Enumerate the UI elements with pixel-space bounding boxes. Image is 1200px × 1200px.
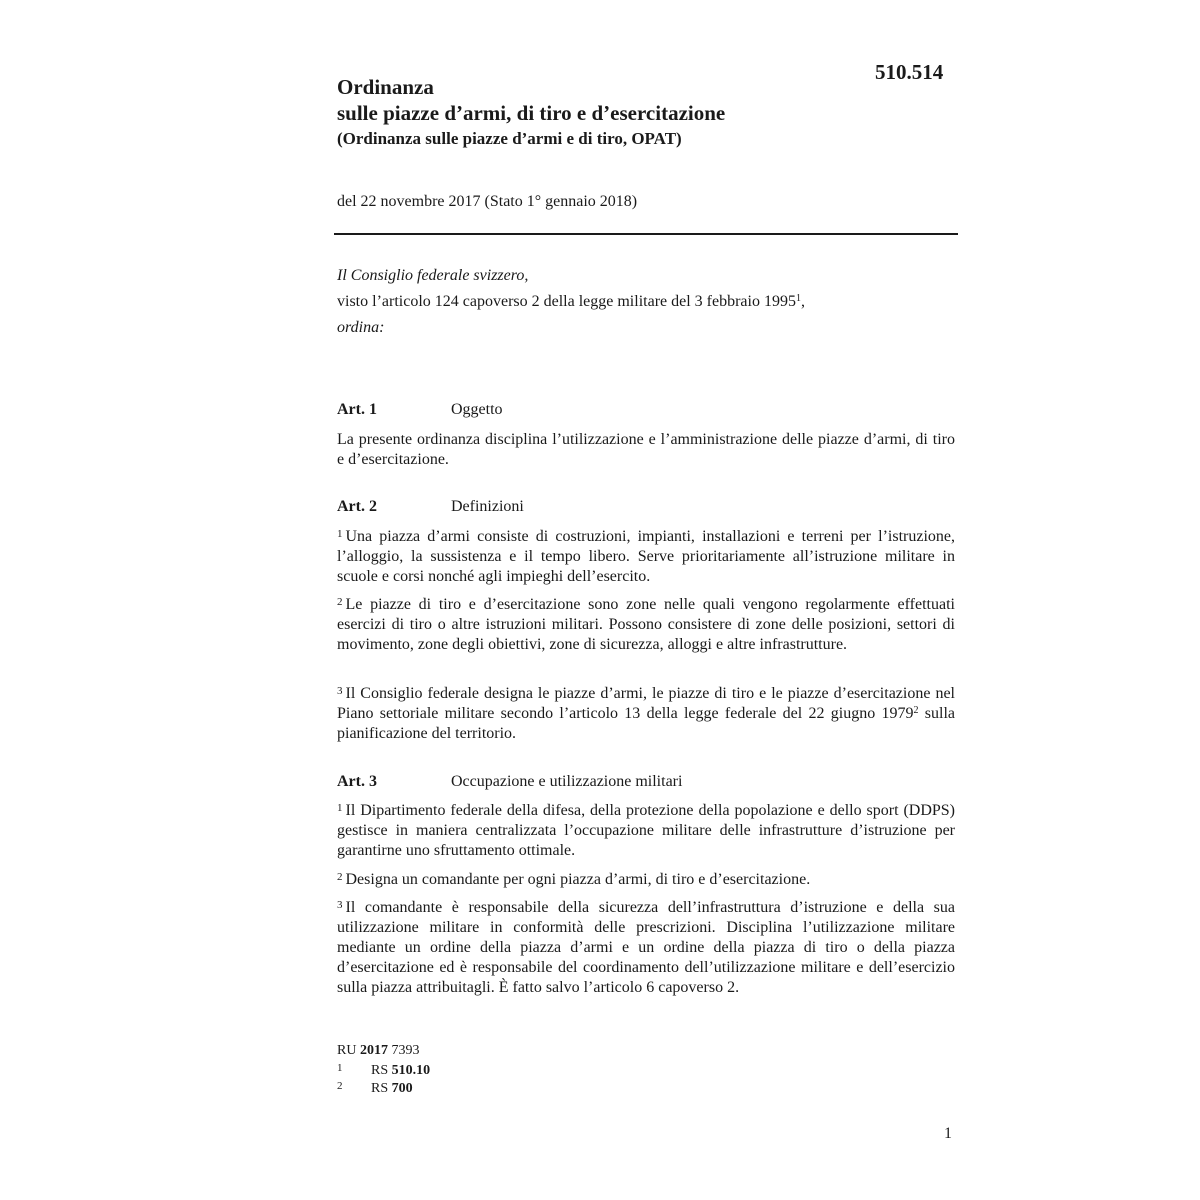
footnote-ref-2[interactable]: 2	[913, 705, 919, 716]
article-title: Oggetto	[451, 401, 503, 418]
page-number: 1	[944, 1125, 952, 1142]
preamble-ordina: ordina:	[337, 319, 385, 336]
article-3-paragraph-1: $^1$ Il Dipartimento federale della difesa, della protezione della popolazione e dello sport (DDPS) gestisce in maniera centralizzata l’occupazione militare delle infrastrutture d’istruzione per garantirne uno sfruttamento ottimale.	[337, 802, 955, 859]
official-compilation-reference: RU 2017 7393	[337, 1043, 420, 1058]
article-2-paragraph-1: $^1$ Una piazza d’armi consiste di costruzioni, impianti, installazioni e terreni per l’istruzione, l’alloggio, la sussistenza e il tempo libero. Serve prioritariamente all’istruzione militare in scuole e corsi nonché agli impieghi dell’esercito.	[337, 528, 955, 585]
article-title: Occupazione e utilizzazione militari	[451, 773, 683, 790]
article-2-paragraph-2: $^2$ Le piazze di tiro e d’esercitazione sono zone nelle quali vengono regolarmente effettuati esercizi di tiro o altre istruzioni militari. Possono consistere di zone delle posizioni, settori di movimento, zone degli obiettivi, zone di sicurezza, alloggi e altre infrastrutture.	[337, 596, 955, 653]
article-3-paragraph-3: $^3$ Il comandante è responsabile della sicurezza dell’infrastruttura d’istruzione e della sua utilizzazione militare in conformità delle prescrizioni. Disciplina l’utilizzazione militare mediante un ordine della piazza d’armi e un ordine della piazza di tiro o della piazza d’esercitazione ed è responsabile del coordinamento dell’utilizzazione militare e dell’esercizio sulla piazza attribuitagli. È fatto salvo l’articolo 6 capoverso 2.	[337, 899, 955, 996]
article-3-paragraph-2: $^2$ Designa un comandante per ogni piazza d’armi, di tiro e d’esercitazione.	[337, 871, 811, 888]
date-line: del 22 novembre 2017 (Stato 1° gennaio 2018)	[337, 193, 638, 210]
article-3-heading	[337, 773, 682, 791]
article-number: Art. 3	[337, 773, 377, 790]
article-number: Art. 2	[337, 498, 377, 515]
article-number: Art. 1	[337, 401, 377, 418]
preamble	[337, 263, 957, 341]
preamble-basis: visto l’articolo 124 capoverso 2 della legge militare del 3 febbraio 1995$^1$,	[337, 293, 805, 310]
article-title: Definizioni	[451, 498, 524, 515]
sr-number: 510.514	[875, 60, 944, 84]
header-divider	[334, 233, 958, 235]
footnote-1: 1 RS 510.10	[337, 1062, 431, 1078]
document-subtitle: (Ordinanza sulle piazze d’armi e di tiro, OPAT)	[337, 129, 682, 148]
title-line-2: sulle piazze d’armi, di tiro e d’esercitazione	[337, 101, 726, 125]
article-1-heading	[337, 401, 503, 419]
preamble-authority: Il Consiglio federale svizzero,	[337, 267, 529, 284]
title-line-1: Ordinanza	[337, 75, 434, 99]
document-title	[337, 74, 725, 126]
article-2-heading	[337, 498, 524, 516]
footnote-2: 2 RS 700	[337, 1080, 413, 1096]
article-1-paragraph: La presente ordinanza disciplina l’utilizzazione e l’amministrazione delle piazze d’armi, di tiro e d’esercitazione.	[337, 431, 955, 468]
footnote-ref-1[interactable]: 1	[795, 293, 801, 304]
article-2-paragraph-3: $^3$ Il Consiglio federale designa le piazze d’armi, le piazze di tiro e le piazze d’esercitazione nel Piano settoriale militare secondo l’articolo 13 della legge federale del 22 giugno 1979$^2$ sulla pianificazione del territorio.	[337, 685, 956, 742]
